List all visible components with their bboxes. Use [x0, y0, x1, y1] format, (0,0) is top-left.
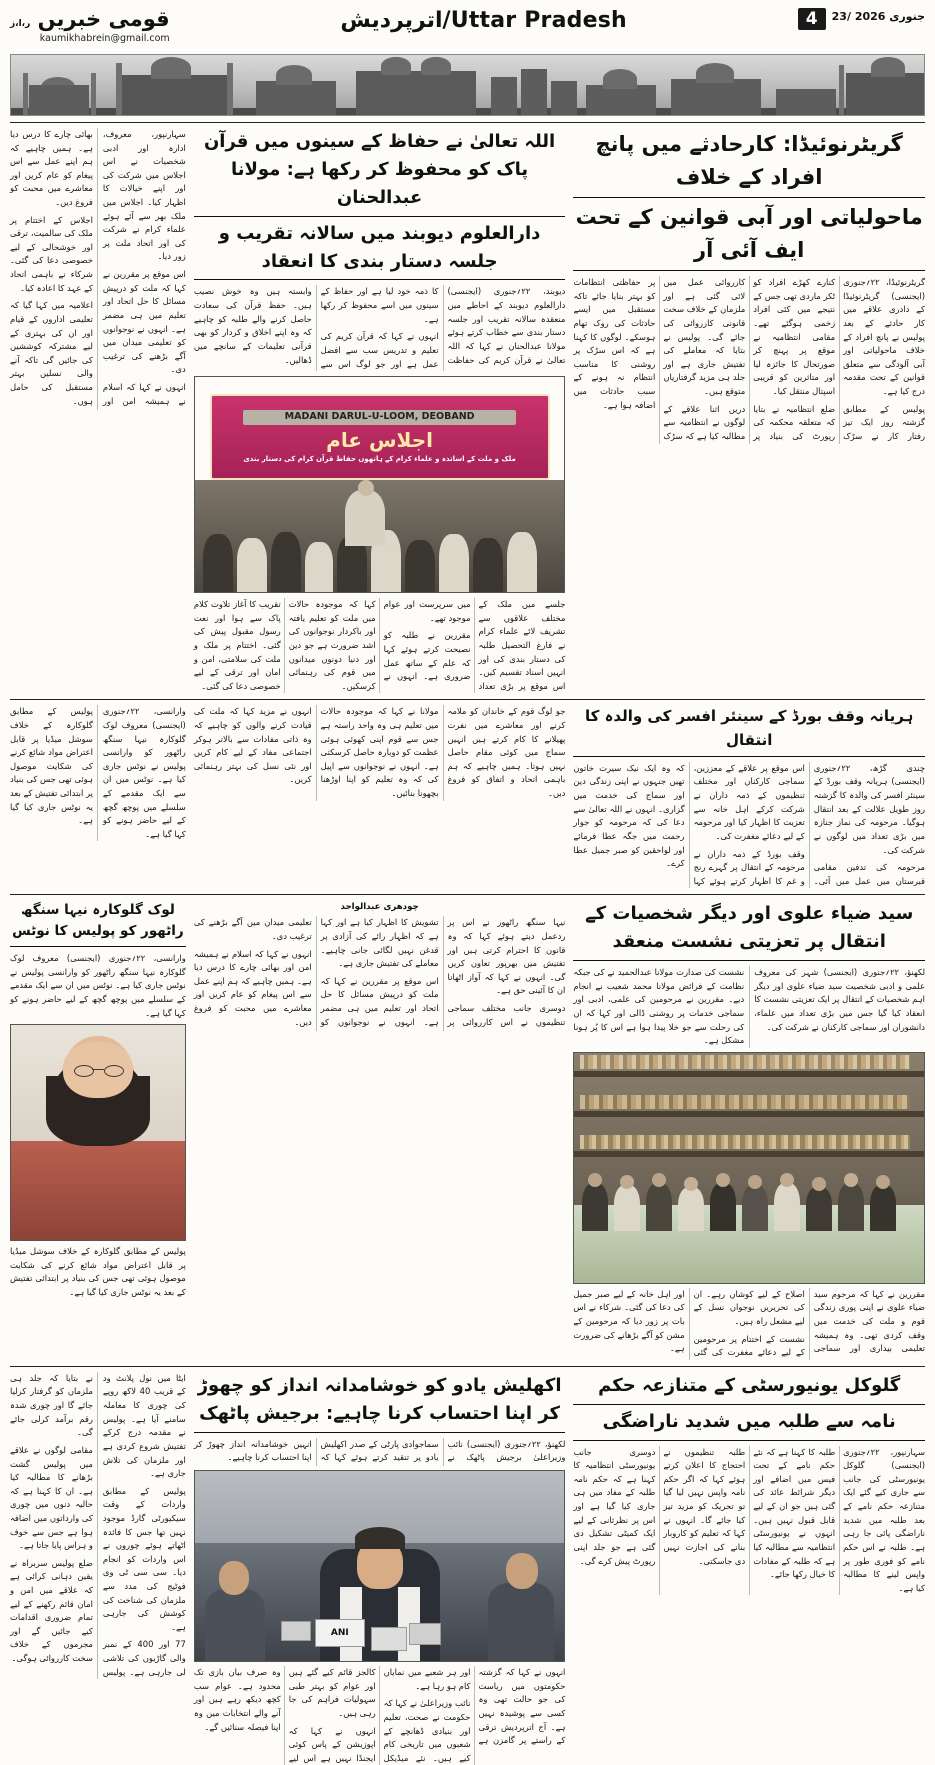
- paragraph: پولیس کے مطابق گزشتہ روز ایک تیز رفتار کار نے سڑک کنارے کھڑے افراد کو ٹکر ماردی تھی جس کے نتیجے میں کئی افراد زخمی ہوگئے تھے۔ مقامی انتظامیہ نے موقع پر پہنچ کر صورتحال کا جائزہ لیا اور متاثرین کو قریبی اسپتال منتقل کیا۔: [753, 277, 925, 441]
- masthead-right: [10, 8, 170, 44]
- body-chaudhary: [194, 705, 566, 800]
- paragraph: پولیس کے مطابق گلوکارہ کے خلاف سوشل میڈیا پر قابل اعتراض مواد شائع کرنے کی شکایت موصول ہوئی تھی جس کی بنیاد پر ابتدائی تفتیش کے بعد یہ نوٹس جاری کیا گیا ہے۔: [10, 1246, 186, 1298]
- paragraph: نشست کے اختتام پر مرحومین کے لیے دعائے مغفرت کی گئی اور اہل خانہ کے لیے صبر جمیل کی دعا کی گئی۔ شرکاء نے اس بات پر زور دیا کہ مرحومین کے مشن کو آگے بڑھانے کی ضرورت ہے۔: [573, 1288, 805, 1358]
- paragraph: ایٹا میں نول پلانٹ ود کے قریب 40 لاکھ روپے کی چوری کا معاملہ سامنے آیا ہے۔ پولیس نے مقدمہ درج کرکے تفتیش شروع کردی ہے اور ملزمان کی تلاش جاری ہے۔: [102, 1372, 186, 1479]
- paragraph: ضلع انتظامیہ نے بتایا کہ متعلقہ محکمہ کی رپورٹ کی بنیاد پر کارروائی عمل میں لائی گئی ہے اور ملزمان کے خلاف سخت قانونی کارروائی کی جائے گی۔ پولیس نے بتایا کہ معاملے کی تفتیش جاری ہے اور جلد ہی مزید گرفتاریاں متوقع ہیں۔: [663, 277, 836, 441]
- sidebar-column-top: [10, 128, 186, 693]
- paragraph: مولانا نے کہا کہ موجودہ حالات میں تعلیم ہی وہ واحد راستہ ہے جس سے قوم اپنی کھوئی ہوئی عظمت کو دوبارہ حاصل کرسکتی ہے۔ انہوں نے نوجوانوں سے اپیل کی کہ وہ تعلیم کو اپنا اوڑھنا بچھونا بنائیں۔: [320, 706, 439, 799]
- paragraph: مقررین نے طلبہ کو نصیحت کرتے ہوئے کہا کہ علم کے ساتھ عمل ضروری ہے۔ انہوں نے کہا کہ موجودہ حالات میں ملت کو تعلیم یافتہ اور باکردار نوجوانوں کی اشد ضرورت ہے جو دین اور دنیا دونوں میدانوں میں قوم کی رہنمائی کرسکیں۔: [288, 599, 471, 691]
- publication-title-text: قومی خبریں: [37, 7, 170, 31]
- paragraph: ضلع پولیس سربراہ نے یقین دہانی کرائی ہے کہ علاقے میں امن و امان قائم رکھنے کے لیے تمام ضروری اقدامات کیے جائیں گے اور مجرموں کے خلاف سخت کارروائی ہوگی۔: [10, 1557, 93, 1664]
- second-section: [10, 900, 925, 1359]
- paragraph: طلبہ تنظیموں نے احتجاج کا اعلان کرتے ہوئے کہا کہ اگر حکم نامہ واپس نہیں لیا گیا تو تحریک کو مزید تیز کیا جائے گا۔ انہوں نے کہا کہ تعلیم کو کاروبار بنانے کی اجازت نہیں دی جاسکتی۔: [663, 1446, 746, 1566]
- paragraph: اس موقع پر مقررین نے کہا کہ ملت کو درپیش مسائل کا حل اتحاد اور تعلیم میں ہی مضمر ہے۔ انہوں نے نوجوانوں کو تعلیمی میدان میں آگے بڑھنے کی ترغیب دی۔: [193, 917, 439, 1027]
- body-sidebar-bottom: [10, 1372, 186, 1679]
- paragraph: پولیس کے مطابق واردات کے وقت سیکیورٹی گارڈ موجود نہیں تھا جس کا فائدہ اٹھاتے ہوئے چوروں نے اس واردات کو انجام دیا۔ سی سی ٹی وی فوٹیج کی مدد سے ملزمان کی شناخت کی کوشش کی جارہی ہے۔: [102, 1485, 186, 1632]
- paragraph: نشست کی صدارت مولانا عبدالحمید نے کی جبکہ نظامت کے فرائض مولانا محمد شعیب نے انجام دیے۔ مقررین نے مرحومین کی علمی، ادبی اور سماجی خدمات پر روشنی ڈالی اور کہا کہ ان کی رحلت سے جو خلا پیدا ہوا ہے اس کا پُر ہونا مشکل ہے۔: [573, 967, 745, 1046]
- paragraph: گریٹرنوئیڈا، ۲۲؍جنوری (ایجنسی) گریٹرنوئیڈا کے دادری علاقے میں کار حادثے کے بعد پولیس نے پانچ افراد کے خلاف ماحولیاتی اور آبی آلودگی سے متعلق قوانین کے تحت مقدمہ درج کیا ہے۔: [843, 277, 925, 397]
- top-section: [10, 128, 925, 693]
- headline-police-notice: لوک گلوکارہ نیہا سنگھ راٹھور کو پولیس کا نوٹس: [10, 900, 186, 947]
- sidebar-column-bottom: [10, 1372, 186, 1765]
- body-deoband-top: [194, 285, 566, 371]
- paragraph: انہوں نے کہا کہ قرآن کریم کی تعلیم و تدریس سب سے افضل عمل ہے اور جو لوگ اس سے وابستہ ہیں وہ خوش نصیب ہیں۔ حفظ قرآن کی سعادت حاصل کرنے والے طلبہ کو چاہیے کہ وہ اپنے اخلاق و کردار کو بھی قرآنی تعلیمات کے سانچے میں ڈھالیں۔: [193, 286, 439, 369]
- paragraph: انہوں نے کہا کہ گزشتہ حکومتوں میں ریاست کی جو حالت تھی وہ کسی سے پوشیدہ نہیں ہے۔ آج اترپردیش ترقی کے راستے پر گامزن ہے اور ہر شعبے میں نمایاں کام ہو رہا ہے۔: [383, 1667, 566, 1746]
- masthead-left: [798, 8, 925, 30]
- masthead: [10, 8, 925, 50]
- paragraph: اس موقع پر مقررین نے کہا کہ ملت کو درپیش مسائل کا حل اتحاد اور تعلیم میں ہی مضمر ہے۔ انہوں نے نوجوانوں کو تعلیمی میدان میں آگے بڑھنے کی ترغیب دی۔: [102, 269, 186, 375]
- article-byline: چودھری عبدالواحد: [340, 902, 419, 913]
- edition-name-english: Uttar Pradesh: [450, 8, 627, 33]
- banner-institution-name: MADANI DARUL-U-LOOM, DEOBAND: [243, 410, 515, 424]
- photo-deoband-jalsa: [194, 376, 566, 593]
- paragraph: دیوبند، ۲۲؍جنوری (ایجنسی) دارالعلوم دیوبند کے احاطے میں منعقدہ سالانہ تقریب اور جلسہ دستار بندی سے خطاب کرتے ہوئے مولانا عبدالحنان نے کہا کہ اللہ تعالیٰ نے قرآن کریم کی حفاظت کا ذمہ خود لیا ہے اور حفاظ کے سینوں میں اسے محفوظ کر رکھا ہے۔: [320, 286, 566, 365]
- article-akhilesh: [194, 1372, 566, 1765]
- paragraph: وقف بورڈ کے ذمہ داران نے مرحومہ کے انتقال پر گہرے رنج و غم کا اظہار کرتے ہوئے کہا کہ وہ ایک نیک سیرت خاتون تھیں جنہوں نے اپنی زندگی دین اور سماج کی خدمت میں گزاری۔ انہوں نے اللہ تعالیٰ سے دعا کی کہ مرحومہ کو جوار رحمت میں جگہ عطا فرمائے اور لواحقین کو صبر جمیل عطا کرے۔: [573, 762, 805, 886]
- paragraph: پولیس کے مطابق گلوکارہ کے خلاف سوشل میڈیا پر قابل اعتراض مواد شائع کرنے کی شکایت موصول ہوئی تھی جس کی بنیاد پر ابتدائی تفتیش کے بعد یہ نوٹس جاری کیا گیا ہے۔: [10, 706, 93, 826]
- body-police-notice-bottom: [10, 1245, 186, 1299]
- paragraph: لکھنؤ، ۲۲؍جنوری (ایجنسی) شہر کی معروف علمی و ادبی شخصیت سید ضیاء علوی اور دیگر اہم شخصیات کے انتقال پر ایک تعزیتی نشست کا انعقاد کیا گیا جس میں بڑی تعداد میں علماء، دانشوران اور سماجی کارکنان نے شرکت کی۔: [754, 967, 925, 1032]
- paragraph: انہوں نے مزید کہا کہ ملت کی قیادت کرنے والوں کو چاہیے کہ وہ ذاتی مفادات سے بالاتر ہوکر اجتماعی مفاد کے لیے کام کریں اور نئی نسل کی بہتر رہنمائی کریں۔: [193, 706, 312, 785]
- body-police-notice-top: [10, 952, 186, 1020]
- paragraph: جو لوگ قوم کے خاندان کو ملامہ کرنے اور معاشرے میں نفرت پھیلانے کا کام کرتے ہیں انہیں سماج میں کوئی مقام حاصل نہیں ہوتا۔ ہمیں چاہیے کہ ہم باہمی اتحاد و اتفاق کو فروغ دیں۔: [447, 706, 566, 799]
- body-deoband-bottom: [194, 598, 566, 693]
- paragraph: سہارنپور، معروف، ادارہ اور ادبی شخصیات نے اس اجلاس میں شرکت کی اور اپنے خیالات کا اظہار کیا۔ اجلاس میں ملک بھر سے آئے ہوئے علماء کرام نے شرکت کی اور اتحاد ملت پر زور دیا۔: [102, 129, 186, 262]
- banner-arabic-title: اجلاس عام: [326, 427, 434, 452]
- paragraph: جلسے میں ملک کے مختلف علاقوں سے تشریف لائے علماء کرام نے فارغ التحصیل طلبہ کی دستار بندی کی اور انہیں اسناد تقسیم کیں۔ اس موقع پر بڑی تعداد میں سرپرست اور عوام موجود تھے۔: [383, 599, 566, 691]
- page-number-badge: 4: [798, 8, 826, 30]
- paragraph: دوسری جانب مختلف سماجی تنظیموں نے اس کارروائی پر تشویش کا اظہار کیا ہے اور کہا ہے کہ اظہار رائے کی آزادی پر قدغن نہیں لگائی جانی چاہیے۔ معاملے کی تفتیش جاری ہے۔: [320, 917, 566, 1027]
- paragraph: تقریب کا آغاز تلاوت کلام پاک سے ہوا اور نعت رسول مقبول پیش کی گئی۔ اختتام پر ملک و ملت کی سلامتی، امن و امان اور ترقی کے لیے خصوصی دعا کی گئی۔: [193, 599, 281, 691]
- body-glocal: [573, 1446, 925, 1596]
- body-akhilesh-top: [194, 1438, 566, 1467]
- article-taziyati-nishist: [573, 900, 925, 1359]
- photo-brajesh-pathak-press: [194, 1470, 566, 1662]
- photo-taziyati-nishist: [573, 1052, 925, 1284]
- headline-glocal-line1: گلوکل یونیورسٹی کے متنازعہ حکم: [573, 1372, 925, 1405]
- paragraph: لکھنؤ، ۲۲؍جنوری (ایجنسی) نائب وزیراعلیٰ برجیش پاٹھک نے سماجوادی پارٹی کے صدر اکھلیش یادو پر تنقید کرتے ہوئے کہا کہ انہیں خوشامدانہ انداز چھوڑ کر اپنا احتساب کرنا چاہیے۔: [193, 1438, 566, 1463]
- article-greater-noida: [573, 128, 925, 693]
- paragraph: مقررین نے کہا کہ مرحوم سید ضیاء علوی نے اپنی پوری زندگی قوم و ملت کی خدمت میں وقف کردی تھی۔ وہ ہمیشہ تعلیمی بیداری اور سماجی اصلاح کے لیے کوشاں رہے۔ ان کی تحریریں نوجوان نسل کے لیے مشعل راہ ہیں۔: [693, 1288, 925, 1354]
- headline-greater-noida-line1: گریٹرنوئیڈا: کارحادثے میں پانچ افراد کے خلاف: [573, 128, 925, 198]
- headline-deoband-line1: اللہ تعالیٰ نے حفاظ کے سینوں میں قرآن پاک کو محفوظ کر رکھا ہے: مولانا عبدالحنان: [194, 128, 566, 217]
- body-greater-noida: [573, 276, 925, 443]
- paragraph: مقامی لوگوں نے علاقے میں پولیس گشت بڑھانے کا مطالبہ کیا ہے۔ ان کا کہنا ہے کہ حالیہ دنوں میں چوری کی وارداتوں میں اضافہ ہوا ہے جس سے خوف و ہراس پایا جاتا ہے۔: [10, 1444, 93, 1551]
- article-police-notice: [10, 900, 186, 1359]
- paragraph: اجلاس کے اختتام پر ملک کی سالمیت، ترقی اور خوشحالی کے لیے خصوصی دعا کی گئی۔ شرکاء نے باہمی اتحاد کے عہد کا اعادہ کیا۔: [10, 214, 93, 293]
- body-sidebar-top: [10, 128, 186, 410]
- paragraph: نائب وزیراعلیٰ نے کہا کہ حکومت نے صحت، تعلیم اور بنیادی ڈھانچے کے شعبوں میں تاریخی کام کیے ہیں۔ نئے میڈیکل کالجز قائم کیے گئے ہیں اور عوام کو بہتر طبی سہولیات فراہم کی جا رہی ہیں۔: [288, 1667, 471, 1763]
- body-sidebar-middle: [10, 705, 186, 841]
- paragraph: انہوں نے کہا کہ اسلام نے ہمیشہ امن اور بھائی چارے کا درس دیا ہے۔ ہمیں چاہیے کہ ہم اپنے عمل سے اس پیغام کو عام کریں اور معاشرے میں محبت کو فروغ دیں۔: [10, 129, 186, 406]
- paragraph: دریں اثنا علاقے کے لوگوں نے انتظامیہ سے مطالبہ کیا ہے کہ سڑک پر حفاظتی انتظامات کو بہتر بنایا جائے تاکہ مستقبل میں ایسے حادثات کی روک تھام ہوسکے۔ لوگوں کا کہنا ہے کہ اس سڑک پر روشنی کا مناسب انتظام نہ ہونے کے سبب حادثات میں اضافہ ہوا ہے۔: [573, 277, 746, 441]
- paragraph: وارانسی، ۲۲؍جنوری (ایجنسی) معروف لوک گلوکارہ نیہا سنگھ راٹھور کو وارانسی پولیس نے نوٹس جاری کیا ہے۔ نوٹس میں ان سے ایک مقدمے کے سلسلے میں پوچھ گچھ کے لیے حاضر ہونے کو کہا گیا ہے۔: [10, 953, 186, 1018]
- paragraph: نیہا سنگھ راٹھور نے اس پر ردعمل دیتے ہوئے کہا کہ وہ قانون کا احترام کرتی ہیں اور تفتیش میں بھرپور تعاون کریں گی۔ انہوں نے کہا کہ آواز اٹھانا ان کا آئینی حق ہے۔: [447, 917, 566, 996]
- body-taziyati-top: [573, 966, 925, 1048]
- publication-title: [10, 8, 170, 30]
- headline-akhilesh: اکھلیش یادو کو خوشامدانہ انداز کو چھوڑ کر اپنا احتساب کرنا چاہیے: برجیش پاٹھک: [194, 1372, 566, 1433]
- mic-logo-label: ANI: [315, 1619, 365, 1647]
- paragraph: دوسری جانب یونیورسٹی انتظامیہ کا کہنا ہے کہ حکم نامہ طلبہ کے مفاد میں ہی جاری کیا گیا ہے اور اس پر نظرثانی کے لیے ایک کمیٹی تشکیل دی گئی ہے جو جلد اپنی رپورٹ پیش کرے گی۔: [573, 1446, 656, 1566]
- photo-neha-singh-rathore: [10, 1024, 186, 1241]
- paragraph: چندی گڑھ، ۲۲؍جنوری (ایجنسی) ہریانہ وقف بورڈ کے سینئر افسر کی والدہ کا گزشتہ روز طویل علالت کے بعد انتقال ہوگیا۔ مرحومہ کی نماز جنازہ میں بڑی تعداد میں لوگوں نے شرکت کی۔: [813, 762, 925, 855]
- paragraph: طلبہ کا کہنا ہے کہ نئے حکم نامے کے تحت فیس میں اضافے اور دیگر شرائط عائد کی گئی ہیں جو ان کے لیے قابل قبول نہیں ہیں۔ انہوں نے یونیورسٹی انتظامیہ سے مطالبہ کیا ہے کہ طلبہ کے مفادات کا خیال رکھا جائے۔: [753, 1446, 836, 1580]
- paragraph: مرحومہ کی تدفین مقامی قبرستان میں عمل میں آئی۔ اس موقع پر علاقے کے معززین، سماجی کارکنان اور مختلف تنظیموں کے ذمہ داران نے شرکت کرکے اہل خانہ سے تعزیت کا اظہار کیا اور مرحومہ کے لیے دعائے مغفرت کی۔: [693, 762, 925, 886]
- photo-banner: [210, 394, 550, 480]
- body-waqf-board: [573, 762, 925, 888]
- skyline-banner-image: [10, 54, 925, 116]
- headline-taziyati-nishist: سید ضیاء علوی اور دیگر شخصیات کے انتقال پر تعزیتی نشست منعقد: [573, 900, 925, 961]
- paragraph: اعلامیہ میں کہا گیا کہ تعلیمی اداروں کے قیام اور ان کی بہتری کے لیے مشترکہ کوششیں کی جائیں گی تاکہ آنے والی نسلیں بہتر مستقبل کی حامل ہوں۔: [10, 300, 93, 406]
- contact-email: kaumikhabrein@gmail.com: [39, 33, 170, 45]
- banner-subtitle: ملک و ملت کے اساتذہ و علماء کرام کے ہاتھوں حفاظ قرآن کرام کی دستار بندی: [243, 454, 516, 463]
- middle-section: [10, 705, 925, 888]
- paragraph: 77 اور 400 کے نمبر والی گاڑیوں کی تلاشی لی جارہی ہے۔ پولیس نے بتایا کہ جلد ہی ملزمان کو گرفتار کرلیا جائے گا اور چوری شدہ رقم برآمد کرلی جائے گی۔: [10, 1372, 186, 1677]
- paragraph: سہارنپور، ۲۲؍جنوری (ایجنسی) گلوکل یونیورسٹی کی جانب سے جاری کیے گئے ایک متنازعہ حکم نامے کے بعد طلبہ میں شدید ناراضگی پائی جا رہی ہے۔ طلبہ نے اس حکم نامے کو فوری طور پر واپس لینے کا مطالبہ کیا ہے۔: [843, 1446, 925, 1593]
- headline-greater-noida-line2: ماحولیاتی اور آبی قوانین کے تحت ایف آئی آر: [573, 201, 925, 271]
- issue-date: 23/ جنوری 2026: [831, 10, 925, 23]
- article-deoband: [194, 128, 566, 693]
- paragraph: انہوں نے کہا کہ اسلام نے ہمیشہ امن اور بھائی چارے کا درس دیا ہے۔ ہمیں چاہیے کہ ہم اپنے عمل سے اس پیغام کو عام کریں اور معاشرے میں محبت کو فروغ دیں۔: [193, 948, 312, 1027]
- article-glocal-university: [573, 1372, 925, 1765]
- sidebar-column-middle: [10, 705, 186, 888]
- headline-waqf-board: ہریانہ وقف بورڈ کے سینئر افسر کی والدہ کا انتقال: [573, 705, 925, 757]
- headline-deoband-line2: دارالعلوم دیوبند میں سالانہ تقریب و جلسہ دستار بندی کا انعقاد: [194, 220, 566, 281]
- body-akhilesh-bottom: [194, 1666, 566, 1765]
- paragraph: وارانسی، ۲۲؍جنوری (ایجنسی) معروف لوک گلوکارہ نیہا سنگھ راٹھور کو وارانسی پولیس نے نوٹس جاری کیا ہے۔ نوٹس میں ان سے ایک مقدمے کے سلسلے میں پوچھ گچھ کے لیے حاضر ہونے کو کہا گیا ہے۔: [102, 706, 186, 839]
- masthead-center: Uttar Pradesh/اترپردیش: [340, 8, 627, 33]
- article-waqf-board: [573, 705, 925, 888]
- bottom-section: [10, 1372, 925, 1765]
- paragraph: انہوں نے کہا کہ اپوزیشن کے پاس کوئی ایجنڈا نہیں ہے اس لیے وہ صرف بیان بازی تک محدود ہے۔ عوام سب کچھ دیکھ رہے ہیں اور آنے والے انتخابات میں وہ اپنا فیصلہ سنائیں گے۔: [193, 1667, 376, 1763]
- publication-mark: ر،ا،ز: [10, 19, 31, 29]
- headline-glocal-line2: نامہ سے طلبہ میں شدید ناراضگی: [573, 1408, 925, 1441]
- article-chaudhary-column: [194, 705, 566, 888]
- body-center-column: [194, 916, 566, 1030]
- edition-name-urdu: اترپردیش: [340, 8, 443, 33]
- body-taziyati-bottom: [573, 1288, 925, 1360]
- article-center-column: [194, 900, 566, 1359]
